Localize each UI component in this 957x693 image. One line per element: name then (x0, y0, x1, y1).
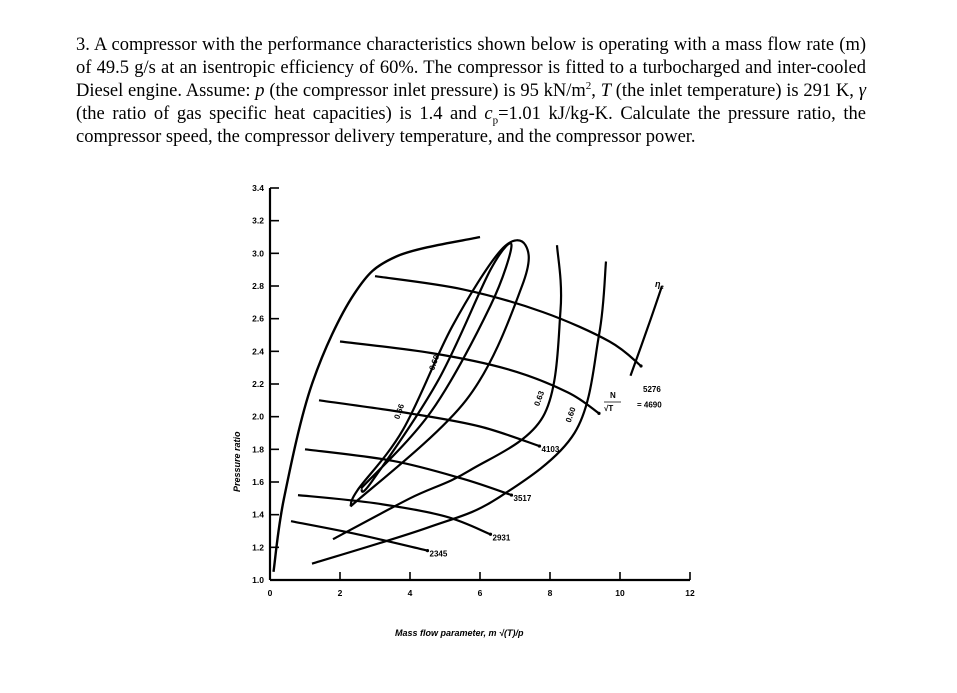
symbol-gamma: γ (858, 81, 866, 101)
efficiency-symbol: $\eta_c$ (655, 279, 664, 291)
speed-line-end-dot (597, 412, 600, 415)
speed-line-label: 2345 (429, 549, 448, 559)
efficiency-contour (312, 262, 606, 564)
speed-line-label: 5276 (643, 385, 661, 395)
symbol-t: T (600, 81, 611, 101)
svg-text:N: N (610, 391, 616, 400)
efficiency-contour-label: 0.66 (392, 402, 407, 421)
speed-line-label: 2931 (492, 533, 511, 543)
speed-line (340, 342, 599, 414)
x-tick-label: 8 (547, 588, 553, 598)
svg-text:√T: √T (604, 404, 614, 413)
x-tick-label: 4 (407, 588, 413, 598)
speed-line-label: = 4690 (637, 400, 662, 410)
y-tick-label: 2.2 (252, 379, 264, 389)
x-tick-label: 10 (615, 588, 625, 598)
x-tick-label: 12 (685, 588, 695, 598)
curve-labels (392, 353, 662, 558)
x-tick-label: 2 (337, 588, 343, 598)
y-tick-labels (252, 183, 264, 585)
y-tick-label: 1.0 (252, 575, 264, 585)
speed-line-label: 4103 (541, 445, 560, 455)
efficiency-contour-label: 0.63 (532, 389, 547, 408)
efficiency-contour-label: 0.69 (427, 353, 442, 372)
x-axis-title: Mass flow parameter, m √(T)/p (395, 628, 524, 638)
speed-line-end-dot (639, 364, 642, 367)
y-tick-label: 3.2 (252, 215, 264, 226)
problem-text-4: (the inlet temperature) is 291 K, (610, 81, 859, 101)
speed-lines (291, 276, 643, 552)
y-tick-label: 1.8 (252, 444, 264, 455)
x-tick-labels (268, 588, 695, 598)
subscript-p: p (492, 114, 499, 127)
y-tick-label: 2.6 (252, 313, 264, 324)
efficiency-contour (631, 286, 663, 376)
speed-line-label: 3517 (513, 494, 532, 504)
problem-text-2: (the compressor inlet pressure) is 95 kN/m (264, 81, 586, 101)
y-tick-label: 2.0 (252, 411, 264, 422)
y-tick-label: 3.0 (252, 248, 264, 259)
problem-text-6: =1.01 kJ/kg-K. Calculate the pressure ratio, the compressor speed, the compressor delivery temperature, and the compressor power. (76, 104, 866, 147)
y-tick-label: 1.6 (252, 477, 264, 487)
symbol-cp: c (484, 104, 493, 124)
y-tick-label: 2.4 (252, 346, 264, 357)
x-tick-label: 6 (477, 588, 483, 598)
x-tick-label: 0 (267, 588, 273, 598)
problem-text-3: , (591, 81, 601, 101)
speed-parameter-label (604, 391, 621, 413)
efficiency-contour-label: 0.60 (563, 405, 578, 424)
problem-text-5: (the ratio of gas specific heat capacities) is 1.4 and (76, 104, 485, 124)
chart-axes (270, 188, 690, 580)
y-tick-label: 2.8 (252, 281, 264, 291)
y-axis-title: Pressure ratio (232, 431, 242, 492)
superscript-2: 2 (585, 79, 592, 92)
symbol-p: p (255, 81, 265, 101)
y-tick-label: 3.4 (252, 183, 264, 193)
y-tick-label: 1.2 (252, 542, 264, 553)
y-tick-label: 1.4 (252, 509, 264, 520)
problem-text-1: 3. A compressor with the performance characteristics shown below is operating with a mass flow rate (m) of 49.5 g/s at an isentropic efficiency of 60%. The compressor is fitted to a turbocharged and inter-cooled Diesel engine. Assume: (76, 35, 866, 101)
